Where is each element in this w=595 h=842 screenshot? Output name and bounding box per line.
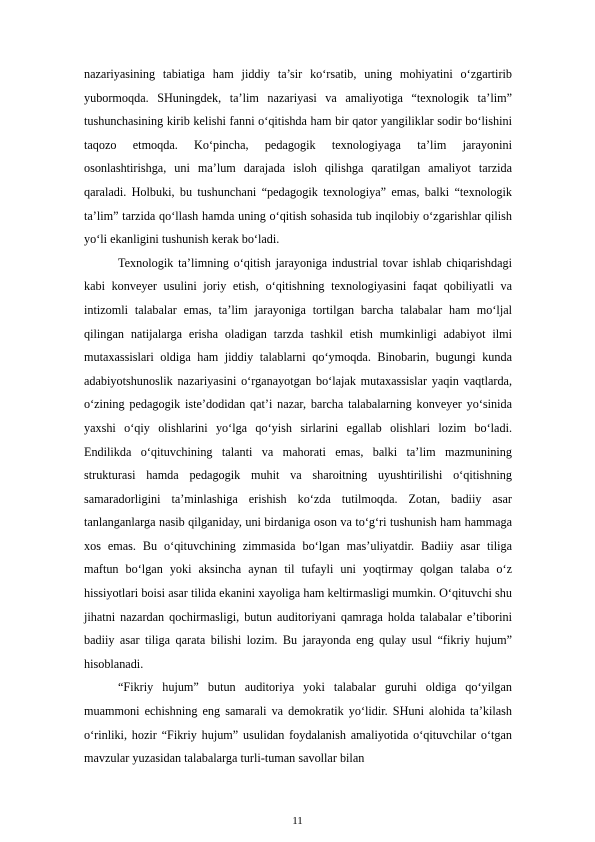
- paragraph-2: Texnologik ta’limning o‘qitish jarayoniga industrial tovar ishlab chiqarishdagi kabi konveyer usulini joriy etish, o‘qitishning texnologiyasini faqat qobiliyatli va intizomli talabalar emas, ta’lim jarayoniga tortilgan barcha talabalar ham mo‘ljal qilingan natijalarga erisha oladigan tarzda tashkil etish mumkinligi adabiyot ilmi mutaxassislari oldiga ham jiddiy talablarni qo‘ymoqda. Binobarin, bugungi kunda adabiyotshunoslik nazariyasini o‘rganayotgan bo‘lajak mutaxassislar yaqin vaqtlarda, o‘zining pedagogik iste’dodidan qat’i nazar, barcha talabalarning konveyer yo‘sinida yaxshi o‘qiy olishlarini yo‘lga qo‘yish sirlarini egallab olishlari lozim bo‘ladi. Endilikda o‘qituvchining talanti va mahorati emas, balki ta’lim mazmunining strukturasi hamda pedagogik muhit va sharoitning uyushtirilishi o‘qitishning samaradorligini ta’minlashiga erishish ko‘zda tutilmoqda. Zotan, badiiy asar tanlanganlarga nasib qilganiday, uni birdaniga oson va to‘g‘ri tushunish ham hammaga xos emas. Bu o‘qituvchining zimmasida bo‘lgan mas’uliyatdir. Badiiy asar tiliga maftun bo‘lgan yoki aksincha aynan til tufayli uni yoqtirmay qolgan talaba o‘z hissiyotlari boisi asar tilida ekanini xayoliga ham keltirmasligi mumkin. O‘qituvchi shu jihatni nazardan qochirmasligi, butun auditoriyani qamraga holda talabalar e’tiborini badiiy asar tiliga qarata bilishi lozim. Bu jarayonda eng qulay usul “fikriy hujum” hisoblanadi.: [84, 255, 512, 671]
- page-number: 11: [292, 815, 303, 827]
- paragraph-3: “Fikriy hujum” butun auditoriya yoki talabalar guruhi oldiga qo‘yilgan muammoni echishning eng samarali va demokratik yo‘lidir. SHuni alohida ta’kilash o‘rinliki, hozir “Fikriy hujum” usulidan foydalanish amaliyotida o‘qituvchilar o‘tgan mavzular yuzasidan talabalarga turli-tuman savollar bilan: [84, 680, 512, 766]
- document-body: [84, 63, 512, 771]
- paragraph-1: nazariyasining tabiatiga ham jiddiy ta’sir ko‘rsatib, uning mohiyatini o‘zgartirib yubormoqda. SHuningdek, ta’lim nazariyasi va amaliyotiga “texnologik ta’lim” tushunchasining kirib kelishi fanni o‘qitishda ham bir qator yangiliklar sodir bo‘lishini taqozo etmoqda. Ko‘pincha, pedagogik texnologiyaga ta’lim jarayonini osonlashtirishga, uni ma’lum darajada isloh qilishga qaratilgan amaliyot tarzida qaraladi. Holbuki, bu tushunchani “pedagogik texnologiya” emas, balki “texnologik ta’lim” tarzida qo‘llash hamda uning o‘qitish sohasida tub inqilobiy o‘zgarishlar qilish yo‘li ekanligini tushunish kerak bo‘ladi.: [84, 67, 512, 247]
